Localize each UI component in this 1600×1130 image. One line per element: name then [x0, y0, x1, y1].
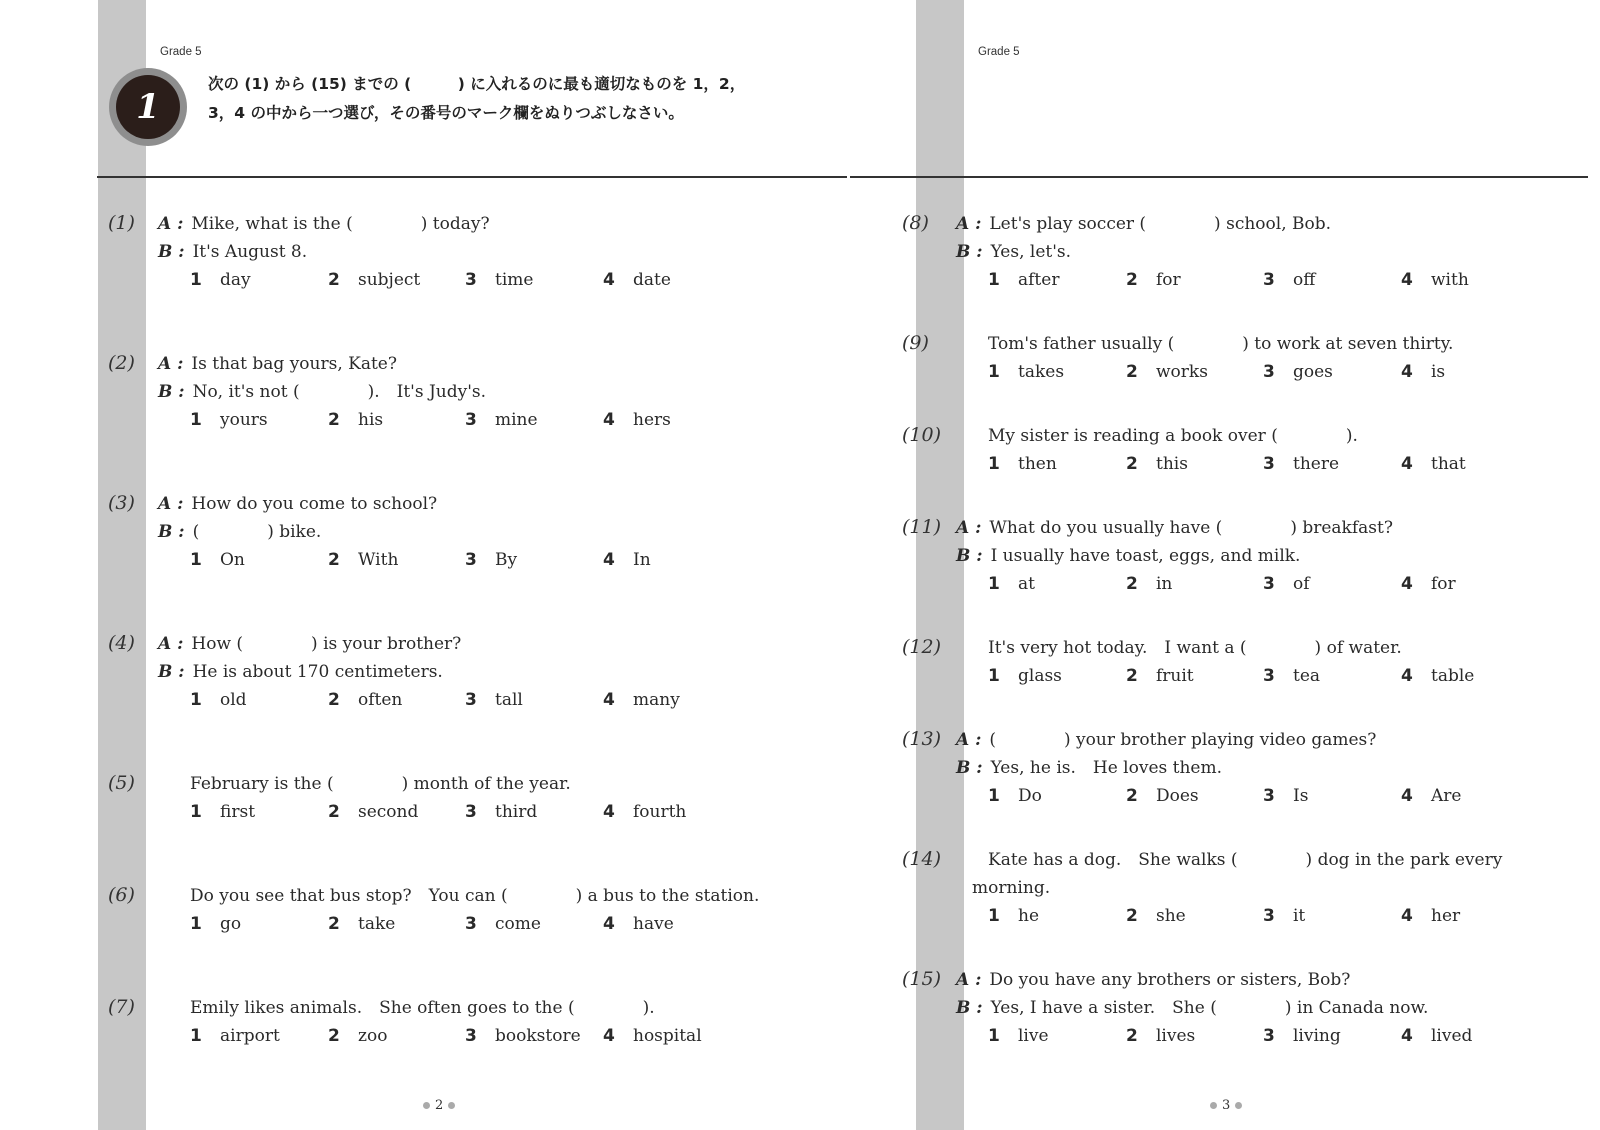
option-number: 4 — [1401, 666, 1413, 686]
question-text: No, it's not ( ). It's Judy's. — [192, 382, 487, 402]
answer-option — [328, 798, 418, 826]
answer-option — [190, 910, 241, 938]
option-number: 1 — [988, 666, 1000, 686]
question-text: He is about 170 centimeters. — [192, 662, 443, 682]
speaker-label: A : — [158, 214, 184, 234]
question-line — [158, 630, 461, 658]
answer-option — [603, 546, 651, 574]
answer-option — [1263, 1022, 1341, 1050]
answer-option — [1263, 902, 1305, 930]
option-number: 4 — [603, 410, 615, 430]
option-number: 3 — [465, 550, 477, 570]
question-number: (12) — [902, 636, 942, 658]
question-number: (13) — [902, 728, 942, 750]
option-number: 4 — [1401, 1026, 1413, 1046]
option-text: she — [1156, 906, 1186, 926]
option-text: with — [1431, 270, 1469, 290]
question-line — [988, 846, 1502, 874]
question-number: (14) — [902, 848, 942, 870]
option-number: 4 — [603, 1026, 615, 1046]
option-text: mine — [495, 410, 538, 430]
option-text: tall — [495, 690, 523, 710]
option-text: fourth — [633, 802, 687, 822]
answer-option — [1401, 1022, 1472, 1050]
option-text: live — [1018, 1026, 1049, 1046]
question-item — [108, 210, 828, 300]
question-item — [108, 994, 828, 1084]
option-number: 4 — [603, 270, 615, 290]
speaker-label: B : — [956, 242, 983, 262]
question-line — [190, 770, 571, 798]
option-text: of — [1293, 574, 1310, 594]
question-text: How do you come to school? — [191, 494, 438, 514]
answer-option — [988, 358, 1064, 386]
option-text: there — [1293, 454, 1340, 474]
option-number: 4 — [1401, 574, 1413, 594]
answer-option — [465, 266, 533, 294]
page-dot — [448, 1102, 455, 1109]
question-number: (6) — [108, 884, 135, 906]
speaker-label: B : — [158, 522, 185, 542]
option-number: 2 — [328, 802, 340, 822]
speaker-label: B : — [956, 546, 983, 566]
question-line — [956, 726, 1376, 754]
instruction-line: 3，4 の中から一つ選び，その番号のマーク欄をぬりつぶしなさい。 — [208, 104, 684, 122]
header-divider — [97, 176, 847, 178]
option-text: it — [1293, 906, 1306, 926]
answer-option — [603, 1022, 702, 1050]
option-text: takes — [1018, 362, 1065, 382]
option-text: many — [633, 690, 680, 710]
answer-option — [190, 266, 251, 294]
option-number: 3 — [1263, 454, 1275, 474]
option-number: 3 — [465, 1026, 477, 1046]
option-number: 2 — [328, 270, 340, 290]
option-text: subject — [358, 270, 421, 290]
option-number: 1 — [988, 270, 1000, 290]
question-line — [956, 966, 1350, 994]
question-text: Is that bag yours, Kate? — [191, 354, 397, 374]
option-number: 1 — [190, 1026, 202, 1046]
option-number: 4 — [1401, 906, 1413, 926]
speaker-label: B : — [956, 998, 983, 1018]
option-number: 2 — [1126, 454, 1138, 474]
speaker-label: B : — [158, 382, 185, 402]
answer-option — [1401, 266, 1469, 294]
question-number: (2) — [108, 352, 135, 374]
question-text: It's very hot today. I want a ( ) of water. — [988, 638, 1402, 658]
option-text: then — [1018, 454, 1057, 474]
option-text: With — [358, 550, 399, 570]
option-number: 2 — [1126, 270, 1138, 290]
option-number: 2 — [1126, 786, 1138, 806]
page-number-text: 3 — [1222, 1098, 1231, 1113]
option-text: Are — [1431, 786, 1462, 806]
answer-option — [988, 570, 1035, 598]
answer-option — [1263, 358, 1333, 386]
option-text: go — [220, 914, 242, 934]
question-number: (10) — [902, 424, 942, 446]
question-text: Do you have any brothers or sisters, Bob? — [989, 970, 1351, 990]
question-line — [158, 490, 437, 518]
answer-option — [328, 910, 395, 938]
answer-option — [988, 902, 1039, 930]
speaker-label: A : — [158, 634, 184, 654]
question-text: ( ) bike. — [192, 522, 322, 542]
option-number: 1 — [190, 550, 202, 570]
answer-option — [1126, 782, 1199, 810]
answer-option — [988, 782, 1042, 810]
question-line — [956, 994, 1428, 1022]
answer-option — [1263, 266, 1315, 294]
answer-option — [1401, 570, 1456, 598]
option-text: first — [220, 802, 256, 822]
question-item — [108, 490, 828, 580]
option-text: off — [1293, 270, 1316, 290]
question-number: (5) — [108, 772, 135, 794]
option-text: airport — [220, 1026, 280, 1046]
option-text: time — [495, 270, 534, 290]
question-text: Kate has a dog. She walks ( ) dog in the park every — [988, 850, 1503, 870]
option-number: 4 — [603, 690, 615, 710]
option-number: 3 — [1263, 666, 1275, 686]
question-item — [902, 330, 1600, 420]
question-item — [108, 882, 828, 972]
answer-option — [465, 798, 537, 826]
speaker-label: B : — [158, 662, 185, 682]
option-number: 3 — [465, 690, 477, 710]
question-text: Yes, he is. He loves them. — [990, 758, 1222, 778]
question-line — [158, 658, 443, 686]
question-number: (1) — [108, 212, 135, 234]
question-line — [972, 874, 1050, 902]
option-number: 4 — [1401, 786, 1413, 806]
answer-option — [603, 798, 686, 826]
question-line — [158, 350, 397, 378]
answer-option — [465, 1022, 581, 1050]
question-item — [902, 210, 1600, 300]
option-number: 1 — [190, 410, 202, 430]
right-page — [850, 0, 1600, 1130]
option-text: for — [1156, 270, 1181, 290]
page-number-text: 2 — [435, 1098, 444, 1113]
option-number: 2 — [1126, 574, 1138, 594]
answer-option — [328, 686, 402, 714]
question-item — [902, 422, 1600, 512]
option-text: is — [1431, 362, 1446, 382]
answer-option — [1263, 450, 1339, 478]
answer-option — [190, 798, 255, 826]
answer-option — [988, 1022, 1049, 1050]
page-dot — [1235, 1102, 1242, 1109]
option-number: 3 — [1263, 906, 1275, 926]
option-text: his — [358, 410, 384, 430]
question-line — [158, 518, 321, 546]
answer-option — [465, 686, 523, 714]
question-text: My sister is reading a book over ( ). — [988, 426, 1358, 446]
option-text: hospital — [633, 1026, 702, 1046]
question-text: Yes, let's. — [990, 242, 1072, 262]
option-number: 4 — [603, 914, 615, 934]
option-number: 2 — [328, 690, 340, 710]
answer-option — [1126, 358, 1208, 386]
question-item — [108, 770, 828, 860]
option-number: 2 — [1126, 666, 1138, 686]
option-number: 2 — [1126, 1026, 1138, 1046]
answer-option — [603, 910, 674, 938]
question-item — [108, 350, 828, 440]
question-number: (4) — [108, 632, 135, 654]
question-text: Yes, I have a sister. She ( ) in Canada now. — [990, 998, 1429, 1018]
question-text: What do you usually have ( ) breakfast? — [989, 518, 1393, 538]
answer-option — [1263, 782, 1308, 810]
option-text: that — [1431, 454, 1466, 474]
answer-option — [328, 546, 398, 574]
option-number: 1 — [988, 362, 1000, 382]
question-number: (7) — [108, 996, 135, 1018]
option-number: 3 — [465, 410, 477, 430]
speaker-label: B : — [956, 758, 983, 778]
option-text: at — [1018, 574, 1035, 594]
section-badge — [109, 68, 187, 146]
question-text: I usually have toast, eggs, and milk. — [990, 546, 1301, 566]
option-text: he — [1018, 906, 1040, 926]
option-number: 3 — [465, 802, 477, 822]
option-text: By — [495, 550, 518, 570]
option-text: goes — [1293, 362, 1333, 382]
question-item — [902, 514, 1600, 604]
option-text: often — [358, 690, 403, 710]
instructions — [208, 70, 768, 128]
option-text: In — [633, 550, 651, 570]
option-text: glass — [1018, 666, 1062, 686]
option-text: bookstore — [495, 1026, 581, 1046]
question-line — [158, 238, 307, 266]
option-number: 4 — [1401, 362, 1413, 382]
question-text: How ( ) is your brother? — [191, 634, 462, 654]
option-text: table — [1431, 666, 1475, 686]
option-text: her — [1431, 906, 1461, 926]
question-line — [988, 634, 1402, 662]
answer-option — [328, 1022, 387, 1050]
option-text: Does — [1156, 786, 1199, 806]
option-number: 3 — [465, 914, 477, 934]
option-number: 4 — [603, 802, 615, 822]
option-number: 1 — [988, 1026, 1000, 1046]
answer-option — [328, 266, 420, 294]
option-text: take — [358, 914, 396, 934]
answer-option — [1401, 782, 1461, 810]
answer-option — [465, 406, 538, 434]
question-text: Mike, what is the ( ) today? — [191, 214, 490, 234]
question-text: Tom's father usually ( ) to work at seven thirty. — [988, 334, 1454, 354]
answer-option — [1263, 570, 1310, 598]
option-text: old — [220, 690, 247, 710]
question-text: ( ) your brother playing video games? — [989, 730, 1377, 750]
option-number: 2 — [328, 914, 340, 934]
option-text: third — [495, 802, 538, 822]
answer-option — [1126, 266, 1181, 294]
question-line — [190, 882, 759, 910]
answer-option — [1401, 450, 1466, 478]
option-number: 1 — [988, 906, 1000, 926]
option-number: 3 — [465, 270, 477, 290]
answer-option — [190, 686, 247, 714]
answer-option — [190, 546, 245, 574]
option-text: On — [220, 550, 245, 570]
option-number: 1 — [988, 786, 1000, 806]
answer-option — [603, 266, 671, 294]
instruction-line: 次の (1) から (15) までの ( ) に入れるのに最も適切なものを 1，2， — [208, 75, 746, 93]
option-number: 3 — [1263, 270, 1275, 290]
answer-option — [988, 450, 1057, 478]
question-line — [956, 542, 1300, 570]
answer-option — [190, 406, 268, 434]
option-number: 2 — [328, 410, 340, 430]
speaker-label: A : — [956, 730, 982, 750]
question-line — [190, 994, 655, 1022]
question-text: It's August 8. — [192, 242, 308, 262]
page-dot — [1210, 1102, 1217, 1109]
option-text: tea — [1293, 666, 1321, 686]
speaker-label: A : — [956, 518, 982, 538]
question-number: (3) — [108, 492, 135, 514]
option-text: date — [633, 270, 671, 290]
option-number: 2 — [1126, 362, 1138, 382]
question-item — [902, 846, 1600, 936]
option-text: second — [358, 802, 419, 822]
option-text: for — [1431, 574, 1456, 594]
option-text: lives — [1156, 1026, 1196, 1046]
question-number: (15) — [902, 968, 942, 990]
question-item — [902, 966, 1600, 1056]
option-number: 1 — [988, 454, 1000, 474]
option-text: zoo — [358, 1026, 388, 1046]
question-line — [158, 378, 486, 406]
answer-option — [603, 406, 671, 434]
option-text: Is — [1293, 786, 1309, 806]
answer-option — [190, 1022, 280, 1050]
question-line — [956, 238, 1071, 266]
question-line — [988, 422, 1358, 450]
answer-option — [1401, 662, 1474, 690]
question-text: Let's play soccer ( ) school, Bob. — [989, 214, 1332, 234]
question-number: (11) — [902, 516, 942, 538]
question-number: (9) — [902, 332, 929, 354]
answer-option — [1126, 902, 1186, 930]
option-number: 3 — [1263, 786, 1275, 806]
answer-option — [988, 266, 1059, 294]
question-line — [956, 210, 1331, 238]
section-number: 1 — [116, 75, 180, 139]
option-number: 4 — [603, 550, 615, 570]
option-number: 4 — [1401, 270, 1413, 290]
option-text: fruit — [1156, 666, 1194, 686]
option-number: 2 — [328, 1026, 340, 1046]
option-text: yours — [220, 410, 268, 430]
speaker-label: A : — [158, 494, 184, 514]
question-line — [956, 754, 1222, 782]
question-item — [108, 630, 828, 720]
speaker-label: A : — [956, 970, 982, 990]
question-item — [902, 726, 1600, 816]
option-number: 1 — [190, 802, 202, 822]
speaker-label: A : — [956, 214, 982, 234]
option-text: come — [495, 914, 541, 934]
option-number: 2 — [1126, 906, 1138, 926]
answer-option — [1401, 358, 1445, 386]
page-number — [418, 1098, 460, 1113]
page-number — [1205, 1098, 1247, 1113]
question-text: Emily likes animals. She often goes to the ( ). — [190, 998, 655, 1018]
option-text: day — [220, 270, 251, 290]
option-text: have — [633, 914, 674, 934]
speaker-label: A : — [158, 354, 184, 374]
question-line — [956, 514, 1393, 542]
option-number: 1 — [988, 574, 1000, 594]
answer-option — [603, 686, 680, 714]
question-item — [902, 634, 1600, 724]
option-text: in — [1156, 574, 1173, 594]
option-number: 1 — [190, 914, 202, 934]
option-number: 2 — [328, 550, 340, 570]
option-text: Do — [1018, 786, 1042, 806]
question-number: (8) — [902, 212, 929, 234]
answer-option — [1126, 450, 1188, 478]
option-number: 3 — [1263, 362, 1275, 382]
question-text: morning. — [972, 878, 1051, 898]
answer-option — [1126, 570, 1172, 598]
answer-option — [465, 546, 517, 574]
option-number: 1 — [190, 690, 202, 710]
option-number: 3 — [1263, 1026, 1275, 1046]
speaker-label: B : — [158, 242, 185, 262]
page-dot — [423, 1102, 430, 1109]
option-text: works — [1156, 362, 1208, 382]
answer-option — [465, 910, 541, 938]
option-number: 1 — [190, 270, 202, 290]
answer-option — [988, 662, 1062, 690]
option-text: this — [1156, 454, 1188, 474]
option-text: lived — [1431, 1026, 1473, 1046]
question-text: February is the ( ) month of the year. — [190, 774, 571, 794]
grade-label: Grade 5 — [978, 46, 1020, 58]
question-line — [988, 330, 1453, 358]
question-text: Do you see that bus stop? You can ( ) a bus to the station. — [190, 886, 760, 906]
answer-option — [1401, 902, 1460, 930]
answer-option — [1126, 1022, 1195, 1050]
option-text: hers — [633, 410, 671, 430]
option-number: 4 — [1401, 454, 1413, 474]
answer-option — [328, 406, 383, 434]
answer-option — [1126, 662, 1194, 690]
answer-option — [1263, 662, 1320, 690]
grade-label: Grade 5 — [160, 46, 202, 58]
question-line — [158, 210, 490, 238]
header-divider — [850, 176, 1588, 178]
option-text: living — [1293, 1026, 1341, 1046]
option-text: after — [1018, 270, 1060, 290]
option-number: 3 — [1263, 574, 1275, 594]
